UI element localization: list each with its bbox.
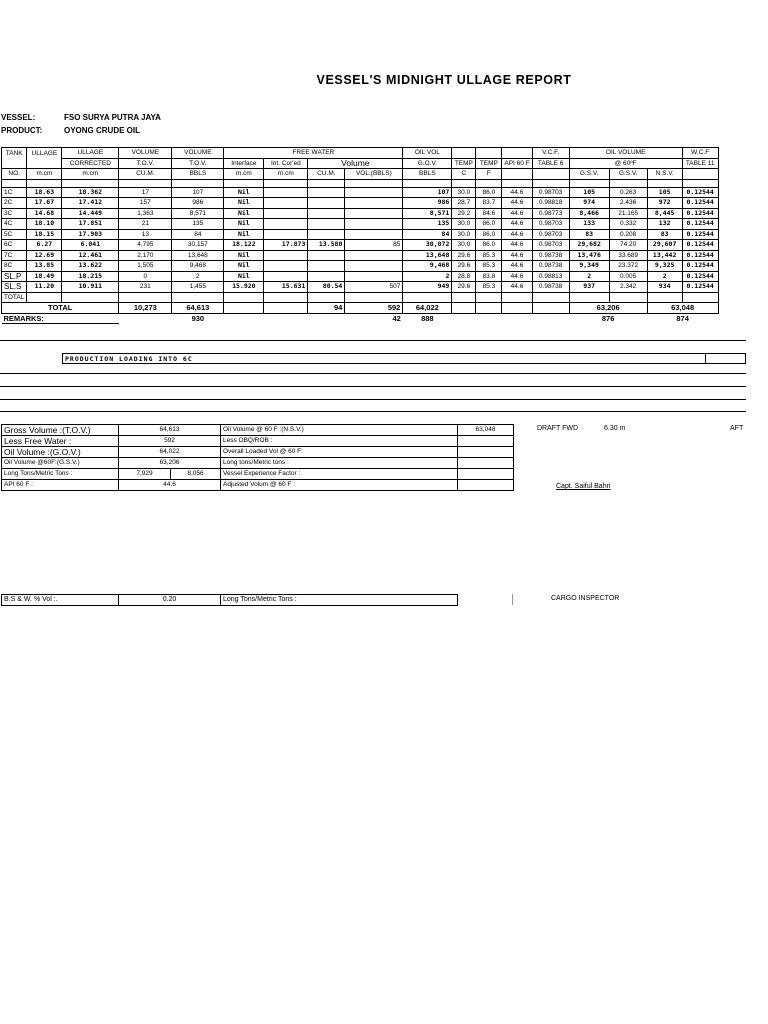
table-cell xyxy=(264,271,308,282)
hdr-unit: BBLS xyxy=(403,169,452,180)
table-row xyxy=(2,229,719,240)
table-cell: 13.85 xyxy=(27,261,62,272)
table-cell: 157 xyxy=(119,198,172,209)
totals-tov-cum: 10,273 xyxy=(119,303,172,314)
totals-tov-bbls: 64,613 xyxy=(172,303,224,314)
table-cell: 15.631 xyxy=(264,282,308,293)
table-cell: 85.3 xyxy=(476,282,502,293)
table-cell: 86.0 xyxy=(476,229,502,240)
hdr-unit: F xyxy=(476,169,502,180)
table-row xyxy=(2,198,719,209)
table-cell: 44.6 xyxy=(502,187,532,198)
table-cell: Nil xyxy=(224,219,264,230)
table-cell: 18.15 xyxy=(27,229,62,240)
remarks-nsv: 874 xyxy=(676,314,689,323)
table-row xyxy=(2,187,719,198)
table-cell: 2,170 xyxy=(119,250,172,261)
table-cell: 0.12544 xyxy=(682,229,718,240)
table-cell: 44.6 xyxy=(502,282,532,293)
bsw-label: B.S & W. % Vol :. xyxy=(2,595,119,606)
summary-cell: Overall Loaded Vol @ 60 F: xyxy=(221,447,458,458)
table-cell: 29.6 xyxy=(452,282,476,293)
summary-cell: Oil Volume @ 60 F :(N.S.V.) xyxy=(221,425,458,436)
table-cell: 29.2 xyxy=(452,208,476,219)
hdr-gsv1: G.S.V. xyxy=(569,169,609,180)
draft-fwd-label: DRAFT FWD xyxy=(537,425,579,432)
table-cell: 4C xyxy=(2,219,27,230)
table-cell xyxy=(308,271,345,282)
divider xyxy=(0,399,746,400)
table-cell: 23.372 xyxy=(609,261,647,272)
table-cell: 0.98703 xyxy=(532,229,569,240)
table-cell: 33.689 xyxy=(609,250,647,261)
ullage-table xyxy=(1,147,719,324)
table-cell: 974 xyxy=(569,198,609,209)
table-cell: 0.12544 xyxy=(682,187,718,198)
table-cell: 6C xyxy=(2,240,27,251)
table-cell: 2.436 xyxy=(609,198,647,209)
table-cell: 135 xyxy=(172,219,224,230)
table-cell xyxy=(308,198,345,209)
summary-cell: Vessel Experience Factor : xyxy=(221,469,458,480)
table-cell: 8,571 xyxy=(172,208,224,219)
hdr-tank: TANK xyxy=(2,148,27,159)
table-cell: 231 xyxy=(119,282,172,293)
remarks-gsv: 876 xyxy=(601,314,615,323)
table-cell: 0.12544 xyxy=(682,282,718,293)
summary-row xyxy=(2,436,514,447)
table-cell: SL.P xyxy=(2,271,27,282)
table-cell: 0.98818 xyxy=(532,198,569,209)
table-cell: Nil xyxy=(224,250,264,261)
table-cell xyxy=(264,229,308,240)
table-cell: 0.98738 xyxy=(532,250,569,261)
table-cell: 0.005 xyxy=(609,271,647,282)
table-row xyxy=(2,240,719,251)
divider xyxy=(705,353,706,364)
table-cell: 934 xyxy=(647,282,682,293)
table-row xyxy=(2,219,719,230)
table-cell: 9,468 xyxy=(403,261,452,272)
captain-signature: Capt. Saiful Bahri xyxy=(556,483,611,490)
divider xyxy=(512,594,513,605)
hdr-unit: CU.M. xyxy=(308,169,345,180)
table-cell: 0.332 xyxy=(609,219,647,230)
table-cell: 107 xyxy=(403,187,452,198)
table-cell: 937 xyxy=(569,282,609,293)
table-cell: 949 xyxy=(403,282,452,293)
table-cell: 0.263 xyxy=(609,187,647,198)
table-cell xyxy=(345,208,403,219)
table-row xyxy=(2,271,719,282)
table-cell: 0.98813 xyxy=(532,271,569,282)
hdr-unit: C xyxy=(452,169,476,180)
bsw-table xyxy=(1,594,458,606)
table-cell xyxy=(308,187,345,198)
table-cell: 85.3 xyxy=(476,261,502,272)
table-cell: 2 xyxy=(647,271,682,282)
summary-cell xyxy=(458,458,514,469)
summary-cell xyxy=(458,469,514,480)
table-cell: 2C xyxy=(2,198,27,209)
hdr-volume-cum: VOLUME xyxy=(119,148,172,159)
hdr-no: NO. xyxy=(2,169,27,180)
table-cell xyxy=(264,261,308,272)
table-cell: Nil xyxy=(224,229,264,240)
hdr-table6: TABLE 6 xyxy=(532,158,569,169)
table-cell: 0.12544 xyxy=(682,208,718,219)
vessel-label: VESSEL: xyxy=(1,113,36,122)
summary-cell: Gross Volume :(T.O.V.) xyxy=(2,425,119,436)
table-cell: 2.342 xyxy=(609,282,647,293)
table-cell: 84 xyxy=(172,229,224,240)
remarks-label: REMARKS: xyxy=(2,313,119,324)
table-cell: 0.12544 xyxy=(682,271,718,282)
table-cell: 8C xyxy=(2,261,27,272)
table-cell xyxy=(345,219,403,230)
bsw-value: 0.20 xyxy=(119,595,221,606)
hdr-vcf: V.C.F. xyxy=(532,148,569,159)
hdr-wcf: W.C.F xyxy=(682,148,718,159)
summary-cell xyxy=(458,436,514,447)
table-cell: 14.68 xyxy=(27,208,62,219)
table-cell: 13.622 xyxy=(62,261,119,272)
table-cell: 86.0 xyxy=(476,240,502,251)
table-cell: 0.12544 xyxy=(682,240,718,251)
table-cell: 0.98703 xyxy=(532,240,569,251)
total-row-label: TOTAL xyxy=(2,292,27,303)
table-cell: 17 xyxy=(119,187,172,198)
summary-cell: 63,206 xyxy=(119,458,221,469)
summary-row xyxy=(2,480,514,491)
hdr-unit: m.cm xyxy=(27,169,62,180)
table-cell: 105 xyxy=(647,187,682,198)
draft-fwd-value: 6.30 m xyxy=(604,425,626,432)
table-cell: 14.449 xyxy=(62,208,119,219)
table-cell: 1,505 xyxy=(119,261,172,272)
totals-label: TOTAL xyxy=(2,303,119,314)
totals-gsv: 63,206 xyxy=(569,303,647,314)
table-cell xyxy=(345,198,403,209)
table-cell: 972 xyxy=(647,198,682,209)
table-cell: 15.920 xyxy=(224,282,264,293)
hdr-oil-volume: OIL VOLUME xyxy=(569,148,682,159)
table-cell: 17.903 xyxy=(62,229,119,240)
table-cell: 30,157 xyxy=(172,240,224,251)
table-cell: 30,072 xyxy=(403,240,452,251)
table-cell: 86.0 xyxy=(476,187,502,198)
table-cell xyxy=(345,229,403,240)
table-cell: 0.12544 xyxy=(682,198,718,209)
table-cell xyxy=(345,271,403,282)
table-cell: 83.7 xyxy=(476,198,502,209)
table-cell: 29.6 xyxy=(452,250,476,261)
summary-cell: Long Tons/Metric Tons : xyxy=(2,469,119,480)
summary-cell: Oil Volume @60F:(G.S.V.) xyxy=(2,458,119,469)
hdr-ullage-corr: ULLAGE xyxy=(62,148,119,159)
table-cell: 986 xyxy=(172,198,224,209)
divider xyxy=(0,373,746,374)
totals-fw-bbls: 592 xyxy=(345,303,403,314)
table-cell: 29,607 xyxy=(647,240,682,251)
hdr-oil-vol: OIL VOL xyxy=(403,148,452,159)
table-cell: 83.8 xyxy=(476,271,502,282)
summary-cell: 7,929 xyxy=(119,469,171,480)
table-cell: 44.6 xyxy=(502,250,532,261)
table-cell: 85 xyxy=(345,240,403,251)
summary-cell: API 60 F : xyxy=(2,480,119,491)
table-cell: 105 xyxy=(569,187,609,198)
table-cell: 44.6 xyxy=(502,271,532,282)
table-row xyxy=(2,261,719,272)
bsw-lt-label: Long Tons/Metric Tons : xyxy=(221,595,458,606)
table-cell xyxy=(345,187,403,198)
table-cell: 10.911 xyxy=(62,282,119,293)
product-label: PRODUCT: xyxy=(1,126,43,135)
table-cell: 0.12544 xyxy=(682,250,718,261)
table-cell: 2 xyxy=(569,271,609,282)
table-cell: 18.10 xyxy=(27,219,62,230)
table-cell: 44.6 xyxy=(502,198,532,209)
hdr-table11: TABLE 11 xyxy=(682,158,718,169)
table-cell: 29,682 xyxy=(569,240,609,251)
hdr-ullage: ULLAGE xyxy=(27,148,62,159)
table-cell: 6.27 xyxy=(27,240,62,251)
table-cell: 9,349 xyxy=(569,261,609,272)
summary-cell: Adjusted Volum @ 60 F : xyxy=(221,480,458,491)
hdr-api: API 60 F xyxy=(502,158,532,169)
aft-label: AFT xyxy=(730,425,744,432)
table-cell xyxy=(264,208,308,219)
table-cell: 30.0 xyxy=(452,229,476,240)
table-cell: 2 xyxy=(172,271,224,282)
table-cell: SL.S xyxy=(2,282,27,293)
table-cell: 44.6 xyxy=(502,261,532,272)
table-cell: 30.0 xyxy=(452,187,476,198)
table-cell: 4,795 xyxy=(119,240,172,251)
table-cell: 11.20 xyxy=(27,282,62,293)
hdr-unit: BBLS xyxy=(172,169,224,180)
summary-cell: Long tons/Metric tons : xyxy=(221,458,458,469)
table-cell: 9,468 xyxy=(172,261,224,272)
table-cell xyxy=(264,250,308,261)
table-cell: 44.6 xyxy=(502,229,532,240)
table-cell: 1,363 xyxy=(119,208,172,219)
table-cell: 44.6 xyxy=(502,219,532,230)
hdr-unit: CU.M. xyxy=(119,169,172,180)
table-cell xyxy=(308,261,345,272)
hdr-volume: Volume xyxy=(308,158,403,169)
table-cell: 83 xyxy=(647,229,682,240)
hdr-corrected: CORRECTED xyxy=(62,158,119,169)
hdr-nsv: N.S.V. xyxy=(647,169,682,180)
table-cell: Nil xyxy=(224,208,264,219)
table-cell: 13,476 xyxy=(569,250,609,261)
table-cell: 1,455 xyxy=(172,282,224,293)
table-cell: 28.7 xyxy=(452,198,476,209)
table-row xyxy=(2,250,719,261)
table-cell: 0.98703 xyxy=(532,219,569,230)
table-cell: 8,466 xyxy=(569,208,609,219)
table-cell: 6.041 xyxy=(62,240,119,251)
table-cell: 5C xyxy=(2,229,27,240)
summary-cell xyxy=(458,447,514,458)
table-cell: 83 xyxy=(569,229,609,240)
totals-gov: 64,022 xyxy=(403,303,452,314)
table-row xyxy=(2,208,719,219)
table-cell: 135 xyxy=(403,219,452,230)
table-cell: 18.49 xyxy=(27,271,62,282)
table-cell: 0.98738 xyxy=(532,261,569,272)
table-cell: 12.461 xyxy=(62,250,119,261)
table-cell: Nil xyxy=(224,261,264,272)
summary-cell: 64,022 xyxy=(119,447,221,458)
summary-cell: 592 xyxy=(119,436,221,447)
summary-cell: Less OBQ/ROB : xyxy=(221,436,458,447)
production-note: PRODUCTION LOADING INTO 6C xyxy=(62,353,746,364)
summary-row xyxy=(2,469,514,480)
table-cell: 30.0 xyxy=(452,240,476,251)
divider xyxy=(0,340,746,341)
hdr-unit: m.cm xyxy=(224,169,264,180)
summary-cell: 64,613 xyxy=(119,425,221,436)
table-cell: 986 xyxy=(403,198,452,209)
table-cell: 13.580 xyxy=(308,240,345,251)
table-cell: 85.3 xyxy=(476,250,502,261)
summary-cell: 8,056 xyxy=(171,469,221,480)
table-cell: 3C xyxy=(2,208,27,219)
hdr-unit: m.cm xyxy=(264,169,308,180)
divider xyxy=(0,386,746,387)
summary-row xyxy=(2,458,514,469)
table-cell: 74.20 xyxy=(609,240,647,251)
summary-cell xyxy=(458,480,514,491)
table-cell xyxy=(264,198,308,209)
table-cell: 8,445 xyxy=(647,208,682,219)
table-cell: 1C xyxy=(2,187,27,198)
table-cell: 18.63 xyxy=(27,187,62,198)
divider xyxy=(0,411,746,412)
table-cell: 30.0 xyxy=(452,219,476,230)
table-cell: 21 xyxy=(119,219,172,230)
table-cell: 7C xyxy=(2,250,27,261)
table-cell xyxy=(345,250,403,261)
table-cell: 13,648 xyxy=(403,250,452,261)
hdr-gsv2: G.S.V. xyxy=(609,169,647,180)
vessel-name: FSO SURYA PUTRA JAYA xyxy=(64,113,161,122)
hdr-volume-bbls: VOLUME xyxy=(172,148,224,159)
summary-cell: 63,048 xyxy=(458,425,514,436)
report-title: VESSEL'S MIDNIGHT ULLAGE REPORT xyxy=(316,73,572,87)
summary-row xyxy=(2,447,514,458)
summary-cell: Oil Volume :(G.O.V.) xyxy=(2,447,119,458)
table-cell: 0.98703 xyxy=(532,187,569,198)
remarks-gov: 888 xyxy=(421,314,434,323)
table-cell: 0.98738 xyxy=(532,282,569,293)
table-cell xyxy=(264,219,308,230)
hdr-tov1: T.O.V. xyxy=(119,158,172,169)
table-cell: 17.851 xyxy=(62,219,119,230)
summary-row xyxy=(2,425,514,436)
table-cell: 2 xyxy=(403,271,452,282)
table-cell: Nil xyxy=(224,187,264,198)
hdr-at-60f: @ 60ºF xyxy=(569,158,682,169)
table-cell xyxy=(308,250,345,261)
table-cell: 84.6 xyxy=(476,208,502,219)
table-row xyxy=(2,282,719,293)
table-cell: 18.215 xyxy=(62,271,119,282)
table-cell: 8,571 xyxy=(403,208,452,219)
table-cell: 17.873 xyxy=(264,240,308,251)
summary-table xyxy=(1,424,514,491)
table-cell: 28.8 xyxy=(452,271,476,282)
product-name: OYONG CRUDE OIL xyxy=(64,126,141,135)
table-cell xyxy=(308,219,345,230)
hdr-unit: VOL.(BBLS) xyxy=(345,169,403,180)
summary-cell: Less Free Water : xyxy=(2,436,119,447)
hdr-gov: G.O.V. xyxy=(403,158,452,169)
table-cell: 107 xyxy=(172,187,224,198)
table-cell: 84 xyxy=(403,229,452,240)
totals-nsv: 63,048 xyxy=(647,303,718,314)
hdr-interface: Interface xyxy=(224,158,264,169)
hdr-unit: m.cm xyxy=(62,169,119,180)
table-cell: 17.412 xyxy=(62,198,119,209)
table-cell: 80.54 xyxy=(308,282,345,293)
hdr-temp-c: TEMP xyxy=(452,158,476,169)
table-cell: 0.98773 xyxy=(532,208,569,219)
table-cell: 13 xyxy=(119,229,172,240)
table-cell: 44.6 xyxy=(502,240,532,251)
table-cell: 44.6 xyxy=(502,208,532,219)
table-cell: 0.12544 xyxy=(682,219,718,230)
remarks-tov-bbls: 930 xyxy=(191,314,205,323)
table-cell: 29.6 xyxy=(452,261,476,272)
table-cell: 17.67 xyxy=(27,198,62,209)
hdr-tov2: T.O.V. xyxy=(172,158,224,169)
table-cell: 12.69 xyxy=(27,250,62,261)
remarks-fw-bbls: 42 xyxy=(392,314,401,323)
table-cell: 0 xyxy=(119,271,172,282)
table-cell xyxy=(345,261,403,272)
table-cell: 133 xyxy=(569,219,609,230)
table-cell: Nil xyxy=(224,271,264,282)
table-cell xyxy=(264,187,308,198)
table-cell: 0.12544 xyxy=(682,261,718,272)
hdr-free-water: FREE WATER xyxy=(224,148,403,159)
table-cell: Nil xyxy=(224,198,264,209)
table-cell: 18.122 xyxy=(224,240,264,251)
table-cell xyxy=(308,208,345,219)
table-cell: 21.165 xyxy=(609,208,647,219)
table-cell: 507 xyxy=(345,282,403,293)
table-cell: 18.362 xyxy=(62,187,119,198)
table-cell: 86.0 xyxy=(476,219,502,230)
table-cell xyxy=(308,229,345,240)
table-cell: 0.208 xyxy=(609,229,647,240)
summary-cell: 44.6 xyxy=(119,480,221,491)
totals-fw-cum: 94 xyxy=(308,303,345,314)
hdr-int-cored: Int. Cor'ed xyxy=(264,158,308,169)
table-cell: 13,442 xyxy=(647,250,682,261)
table-cell: 9,325 xyxy=(647,261,682,272)
cargo-inspector-label: CARGO INSPECTOR xyxy=(551,595,620,602)
hdr-temp-f: TEMP xyxy=(476,158,502,169)
table-cell: 13,648 xyxy=(172,250,224,261)
table-cell: 132 xyxy=(647,219,682,230)
